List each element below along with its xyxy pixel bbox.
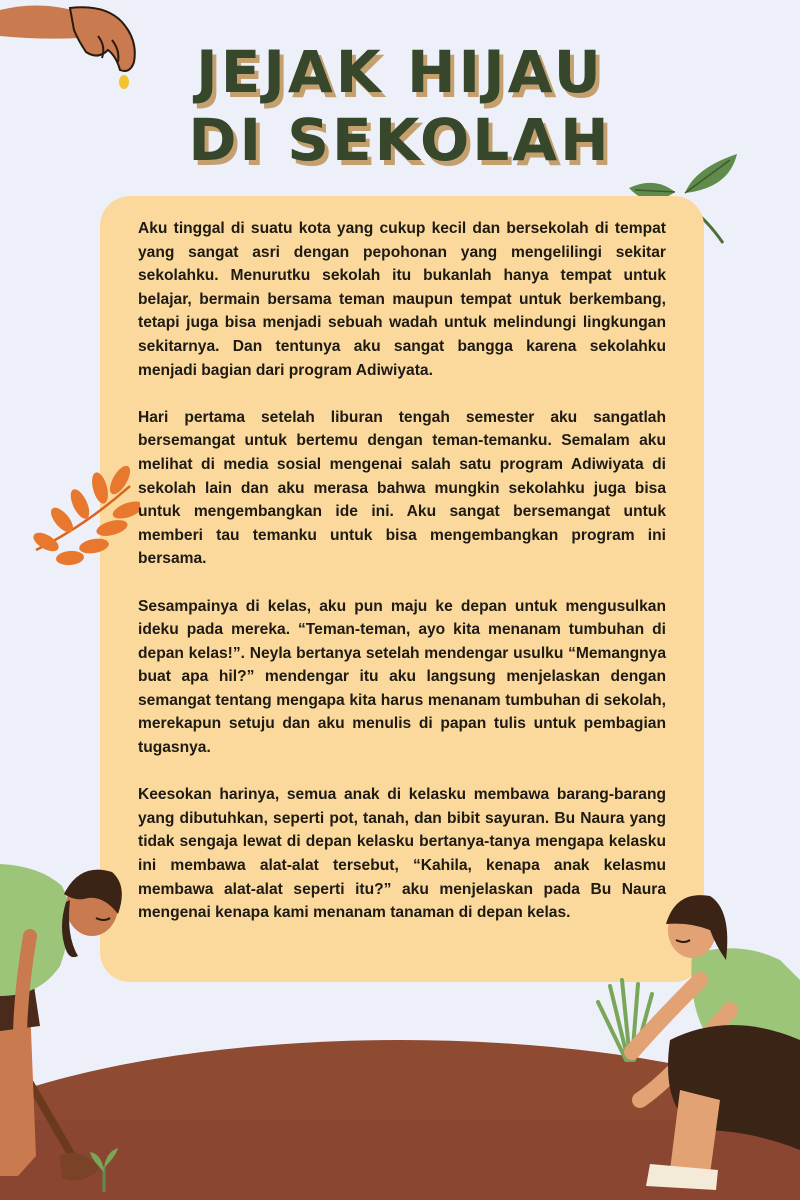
girl-planting-seedling-icon [580,890,800,1200]
orange-autumn-leaves-icon [30,466,140,576]
girl-digging-with-shovel-icon [0,856,150,1200]
story-paragraph-2: Hari pertama setelah liburan tengah semester aku sangatlah bersemangat untuk bertemu dengan teman-temanku. Semalam aku melihat di media sosial mengenai salah satu program Adiwiyata di sekolah lain dan aku merasa bahwa mungkin sekolahku juga bisa untuk mengembangkan ide ini. Aku sangat bersemangat untuk memberi tau temanku untuk bisa mengembangkan program ini bersama. [138,408,666,568]
page-title-line-2: DI SEKOLAH [188,106,612,174]
story-paragraph-3: Sesampainya di kelas, aku pun maju ke depan untuk mengusulkan ideku pada mereka. “Teman-teman, ayo kita menanam tumbuhan di depan kelas!”. Neyla bertanya setelah mendengar usulku “Memangnya buat apa hil?” mendengar itu aku langsung menjelaskan dengan semangat tentang mengapa kita harus menanam tumbuhan di sekolah, merekapun setuju dan aku menulis di papan tulis untuk pembagian tugasnya. [138,597,666,757]
story-paragraph-1: Aku tinggal di suatu kota yang cukup kecil dan bersekolah di tempat yang sangat asri dengan pepohonan yang mengelilingi sekitar sekolahku. Menurutku sekolah itu bukanlah hanya tempat untuk belajar, bermain bersama teman maupun tempat untuk berkembang, tetapi juga bisa menjadi sebuah wadah untuk melindungi lingkungan sekitarnya. Dan tentunya aku sangat bangga karena sekolahku menjadi bagian dari program Adiwiyata. [138,220,666,379]
story-paragraph-4: Keesokan harinya, semua anak di kelasku membawa barang-barang yang dibutuhkan, seperti pot, tanah, dan bibit sayuran. Bu Naura yang tidak sengaja lewat di depan kelasku bertanya-tanya mengapa kelasku ini membawa alat-alat tersebut, “Kahila, kenapa anak kelasmu membawa alat-alat seperti itu?” aku menjelaskan pada Bu Naura mengenai kenapa kami menanam tanaman di depan kelas. [138,786,666,922]
page-title-line-1: JEJAK HIJAU [196,38,604,106]
story-text [138,217,666,925]
